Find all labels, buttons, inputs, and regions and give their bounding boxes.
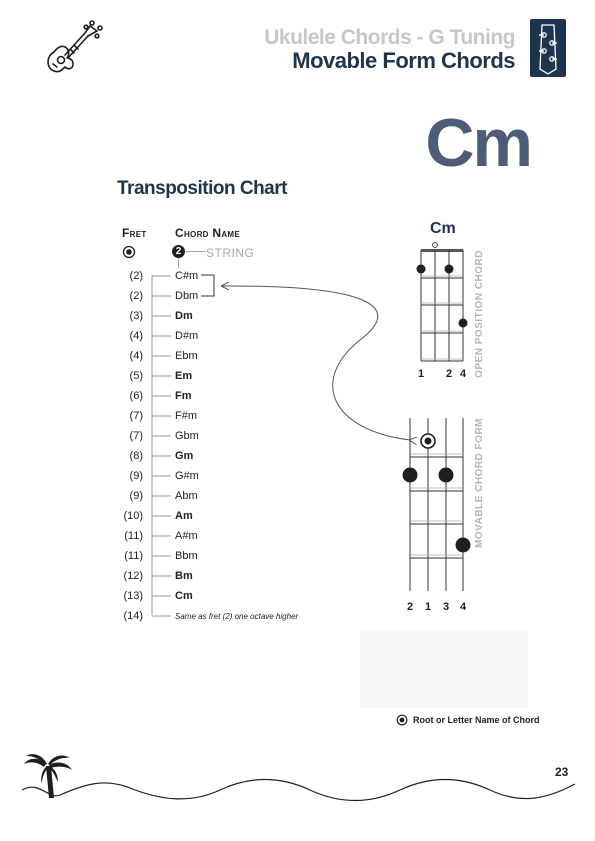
chord-name: Dm <box>175 310 193 322</box>
chord-name: Am <box>175 510 193 522</box>
chord-name: Em <box>175 370 193 382</box>
chord-name: Fm <box>175 390 192 402</box>
open-chord-title: Cm <box>430 220 456 237</box>
header-title: Movable Form Chords <box>292 48 515 73</box>
chord-name: G#m <box>175 470 199 482</box>
chord-name: Gm <box>175 450 194 462</box>
fret-value: (10) <box>123 510 143 522</box>
open-finger-4: 4 <box>460 368 467 380</box>
fret-value: (11) <box>124 530 143 542</box>
string-number: 2 <box>175 246 182 257</box>
chord-name-column-header: Chord Name <box>175 226 240 240</box>
fret-value: (13) <box>123 590 143 602</box>
chord-name: Bbm <box>175 550 198 562</box>
wave-divider <box>0 770 595 810</box>
open-position-label: OPEN POSITION CHORD <box>474 250 485 378</box>
fret-value: (6) <box>129 390 143 402</box>
chord-name: Gbm <box>175 430 199 442</box>
faded-area <box>360 630 528 708</box>
fret-value: (3) <box>129 310 143 322</box>
page-number: 23 <box>555 765 569 779</box>
movable-finger-1: 1 <box>425 601 432 613</box>
chord-name: A#m <box>175 530 198 542</box>
chord-name: Ebm <box>175 350 198 362</box>
movable-chord-diagram <box>400 415 475 595</box>
chord-name: Bm <box>175 570 193 582</box>
transposition-chart-title: Transposition Chart <box>117 178 287 199</box>
fret-value: (5) <box>129 370 143 382</box>
octave-note: Same as fret (2) one octave higher <box>175 612 299 621</box>
fret-value: (11) <box>124 550 143 562</box>
fret-value: (9) <box>129 470 143 482</box>
open-finger-1: 1 <box>418 368 425 380</box>
fret-value: (12) <box>123 570 143 582</box>
chord-name-large: Cm <box>425 105 531 181</box>
chord-name: C#m <box>175 270 199 282</box>
chord-name: Cm <box>175 590 193 602</box>
movable-finger-2: 2 <box>407 601 414 613</box>
fret-value: (7) <box>129 410 143 422</box>
fret-value: (9) <box>129 490 143 502</box>
header-subtitle: Ukulele Chords - G Tuning <box>264 26 515 49</box>
open-finger-2: 2 <box>446 368 453 380</box>
chord-name: Dbm <box>175 290 199 302</box>
movable-finger-3: 3 <box>443 601 450 613</box>
legend-root-icon <box>396 713 408 731</box>
fret-value: (8) <box>129 450 143 462</box>
open-chord-diagram <box>413 240 473 370</box>
fret-value: (14) <box>123 610 143 622</box>
fret-value: (4) <box>129 330 143 342</box>
fret-column-header: Fret <box>122 226 147 240</box>
fret-value: (2) <box>129 270 143 282</box>
movable-finger-4: 4 <box>460 601 467 613</box>
chord-name: D#m <box>175 330 199 342</box>
chord-name: Abm <box>175 490 198 502</box>
string-label: STRING <box>206 246 255 260</box>
legend-text: Root or Letter Name of Chord <box>413 715 540 725</box>
chord-name: F#m <box>175 410 197 422</box>
fret-value: (7) <box>129 430 143 442</box>
fret-value: (4) <box>129 350 143 362</box>
movable-form-label: MOVABLE CHORD FORM <box>474 418 485 548</box>
fret-value: (2) <box>129 290 143 302</box>
